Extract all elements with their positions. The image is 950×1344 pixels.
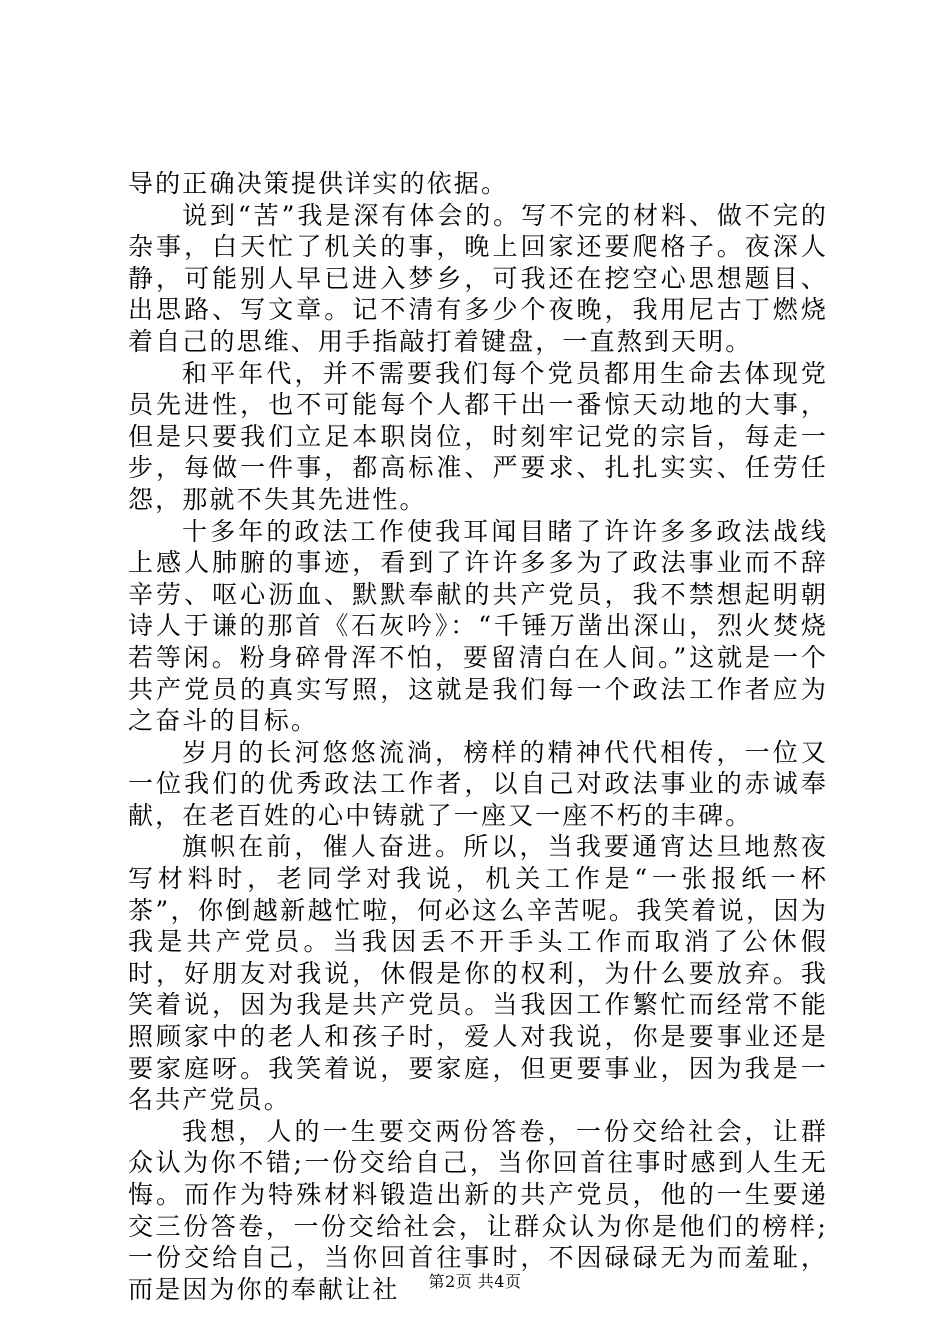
paragraph: 岁月的长河悠悠流淌，榜样的精神代代相传，一位又一位我们的优秀政法工作者，以自己对政法事业的赤诚奉献，在老百姓的心中铸就了一座又一座不朽的丰碑。	[128, 737, 828, 830]
paragraph: 说到“苦”我是深有体会的。写不完的材料、做不完的杂事，白天忙了机关的事，晚上回家还要爬格子。夜深人静，可能别人早已进入梦乡，可我还在挖空心思想题目、出思路、写文章。记不清有多少个夜晚，我用尼古丁燃烧着自己的思维、用手指敲打着键盘，一直熬到天明。	[128, 200, 828, 356]
paragraph: 导的正确决策提供详实的依据。	[128, 169, 509, 198]
paragraph: 旗帜在前，催人奋进。所以，当我要通宵达旦地熬夜写材料时，老同学对我说，机关工作是“一张报纸一杯茶”，你倒越新越忙啦，何必这么辛苦呢。我笑着说，因为我是共产党员。当我因丢不开手头工作而取消了公休假时，好朋友对我说，休假是你的权利，为什么要放弃。我笑着说，因为我是共产党员。当我因工作繁忙而经常不能照顾家中的老人和孩子时，爱人对我说，你是要事业还是要家庭呀。我笑着说，要家庭，但更要事业，因为我是一名共产党员。	[128, 832, 828, 1115]
paragraph: 十多年的政法工作使我耳闻目睹了许许多多政法战线上感人肺腑的事迹，看到了许许多多为了政法事业而不辞辛劳、呕心沥血、默默奉献的共产党员，我不禁想起明朝诗人于谦的那首《石灰吟》：“千锤万凿出深山，烈火焚烧若等闲。粉身碎骨浑不怕，要留清白在人间。”这就是一个共产党员的真实写照，这就是我们每一个政法工作者应为之奋斗的目标。	[128, 516, 828, 736]
page-number-footer: 第2页 共4页	[428, 1272, 522, 1291]
body-text	[128, 168, 828, 1305]
paragraph: 和平年代，并不需要我们每个党员都用生命去体现党员先进性，也不可能每个人都干出一番惊天动地的大事，但是只要我们立足本职岗位，时刻牢记党的宗旨，每走一步，每做一件事，都高标准、严要求、扎扎实实、任劳任怨，那就不失其先进性。	[128, 358, 828, 514]
paragraph: 我想，人的一生要交两份答卷，一份交给社会，让群众认为你不错;一份交给自己，当你回首往事时感到人生无悔。而作为特殊材料锻造出新的共产党员，他的一生要递交三份答卷，一份交给社会，让群众认为你是他们的榜样;一份交给自己，当你回首往事时，不因碌碌无为而羞耻，而是因为你的奉献让社	[128, 1116, 828, 1304]
